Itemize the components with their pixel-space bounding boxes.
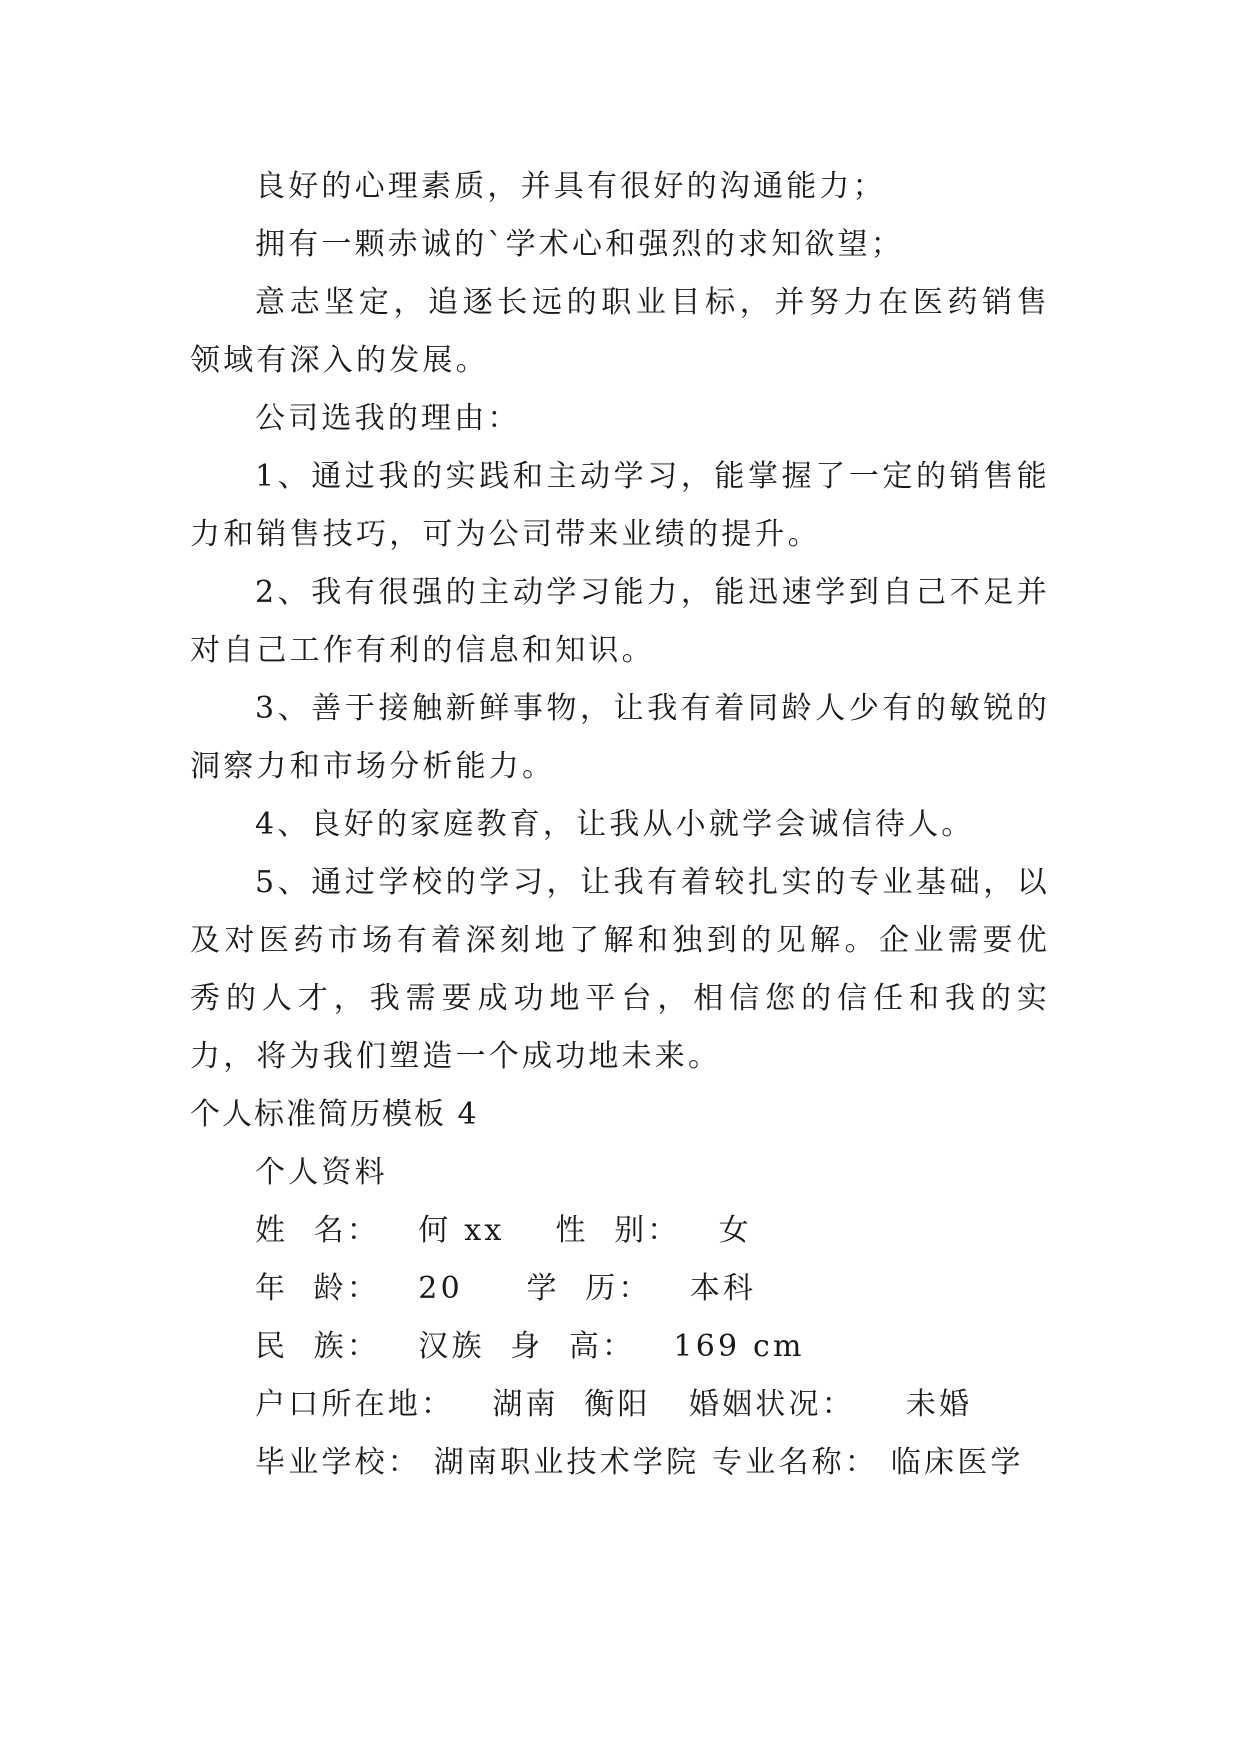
profile-row-ethnicity-height: 民 族： 汉族 身 高： 169 cm xyxy=(255,1329,805,1364)
profile-row-school-major: 毕业学校： 湖南职业技术学院 专业名称： 临床医学 xyxy=(255,1445,1024,1480)
paragraph-academic-heart: 拥有一颗赤诚的`学术心和强烈的求知欲望； xyxy=(255,227,904,262)
paragraph-psychology: 良好的心理素质，并具有很好的沟通能力； xyxy=(255,169,886,204)
profile-row-age-education: 年 龄： 20 学 历： 本科 xyxy=(255,1271,757,1306)
profile-row-hukou-marital: 户口所在地： 湖南 衡阳 婚姻状况： 未婚 xyxy=(255,1387,973,1422)
paragraph-reason-5: 5、通过学校的学习，让我有着较扎实的专业基础，以及对医药市场有着深刻地了解和独到的见解。企业需要优秀的人才，我需要成功地平台，相信您的信任和我的实力，将为我们塑造一个成功地未来。 xyxy=(190,865,1050,1074)
paragraph-reason-1: 1、通过我的实践和主动学习，能掌握了一定的销售能力和销售技巧，可为公司带来业绩的提升。 xyxy=(190,459,1050,552)
paragraph-career-goal: 意志坚定，追逐长远的职业目标，并努力在医药销售领域有深入的发展。 xyxy=(190,285,1050,378)
profile-row-name-gender: 姓 名： 何 xx 性 别： 女 xyxy=(255,1213,752,1248)
paragraph-reasons-heading: 公司选我的理由： xyxy=(255,401,521,436)
paragraph-reason-4: 4、良好的家庭教育，让我从小就学会诚信待人。 xyxy=(255,807,975,842)
paragraph-reason-2: 2、我有很强的主动学习能力，能迅速学到自己不足并对自己工作有利的信息和知识。 xyxy=(190,575,1050,668)
document-body xyxy=(190,158,1050,1492)
paragraph-reason-3: 3、善于接触新鲜事物，让我有着同龄人少有的敏锐的洞察力和市场分析能力。 xyxy=(190,691,1050,784)
section-title: 个人标准简历模板 4 xyxy=(190,1097,479,1132)
profile-heading: 个人资料 xyxy=(255,1155,388,1190)
